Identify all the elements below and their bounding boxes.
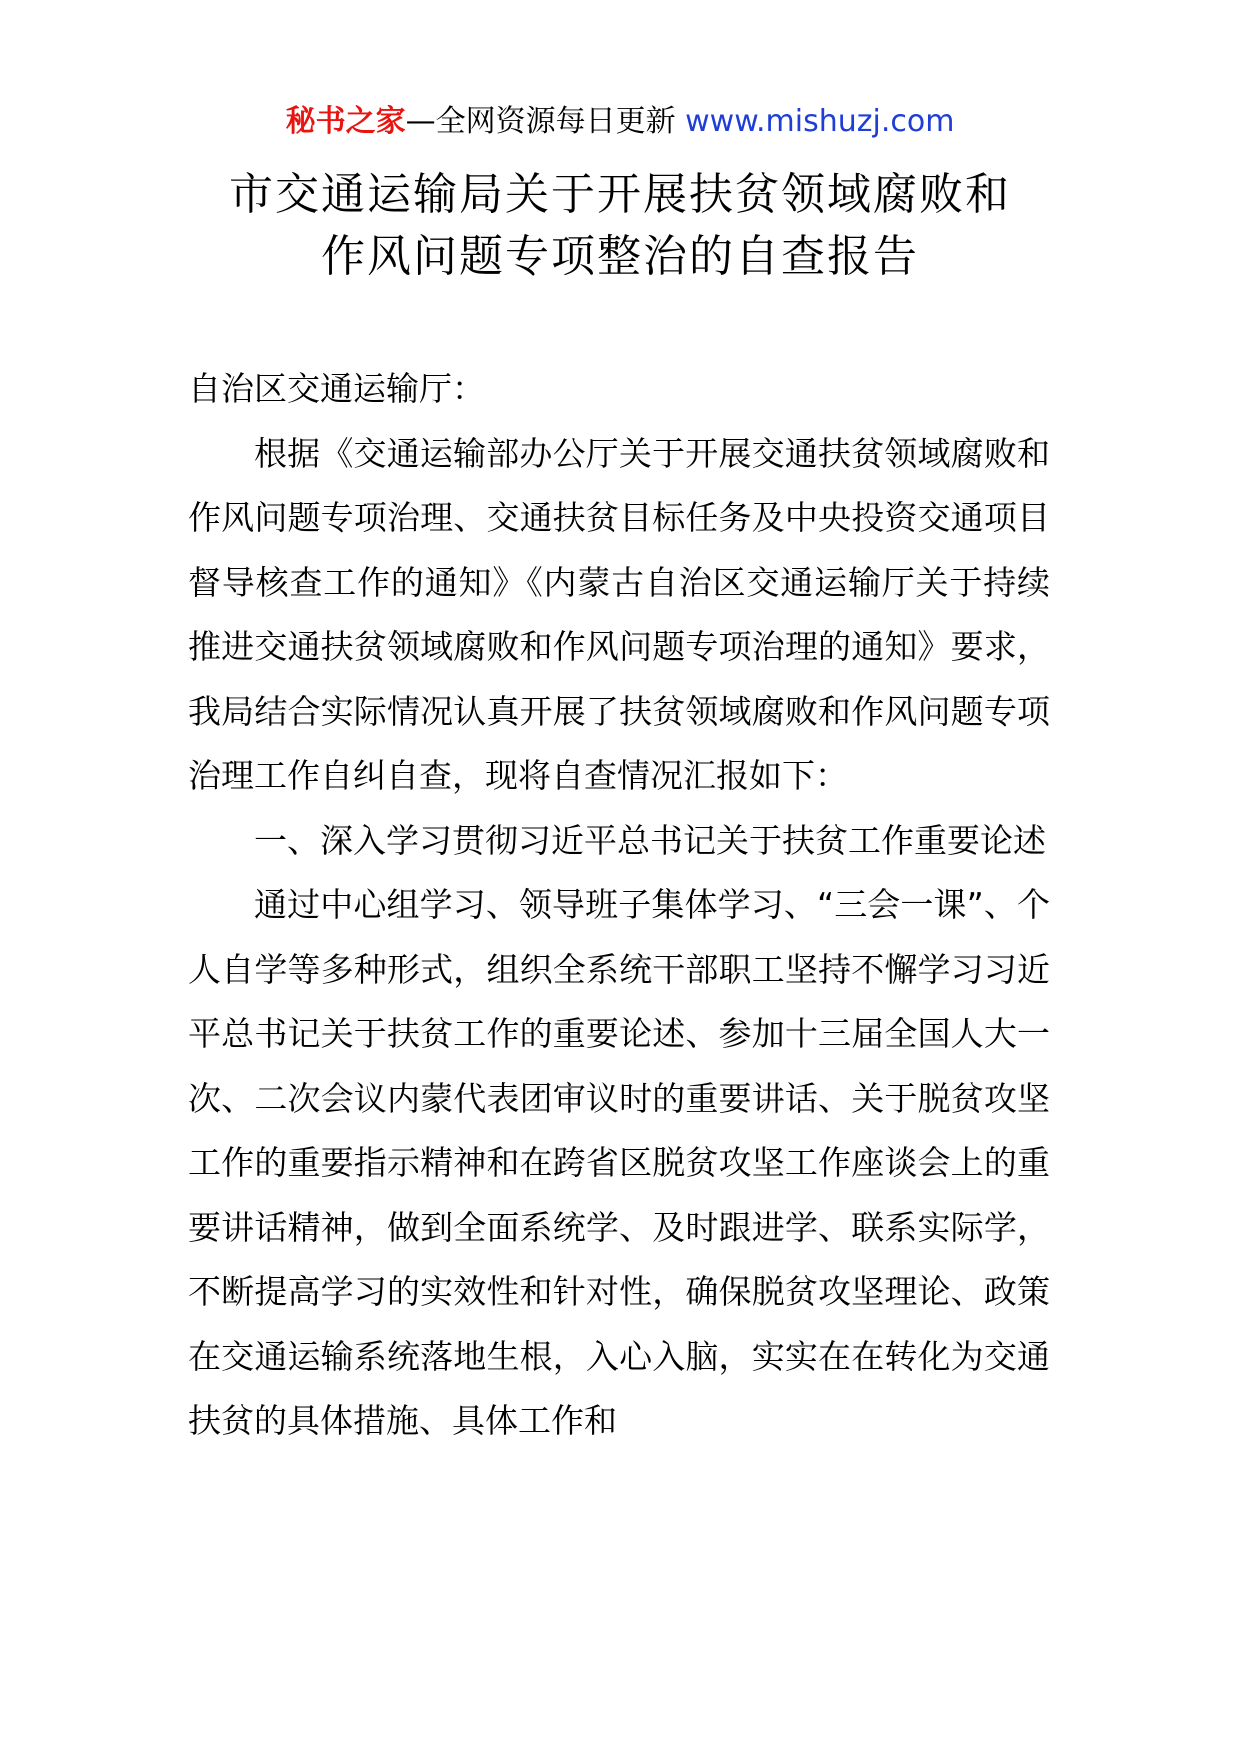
paragraph-study: 通过中心组学习、领导班子集体学习、“三会一课”、个人自学等多种形式，组织全系统干部职工坚持不懈学习习近平总书记关于扶贫工作的重要论述、参加十三届全国人大一次、二次会议内蒙代表团审议时的重要讲话、关于脱贫攻坚工作的重要指示精神和在跨省区脱贫攻坚工作座谈会上的重要讲话精神，做到全面系统学、及时跟进学、联系实际学，不断提高学习的实效性和针对性，确保脱贫攻坚理论、政策在交通运输系统落地生根，入心入脑，实实在在转化为交通扶贫的具体措施、具体工作和 [188,885,1050,1440]
title-line-2: 作风问题专项整治的自查报告 [321,231,919,282]
document-title [0,164,1240,288]
section-heading-1: 一、深入学习贯彻习近平总书记关于扶贫工作重要论述 [254,820,1046,860]
paragraph-intro: 根据《交通运输部办公厅关于开展交通扶贫领域腐败和作风问题专项治理、交通扶贫目标任务及中央投资交通项目督导核查工作的通知》《内蒙古自治区交通运输厅关于持续推进交通扶贫领域腐败和作风问题专项治理的通知》要求，我局结合实际情况认真开展了扶贫领域腐败和作风问题专项治理工作自纠自查，现将自查情况汇报如下： [188,433,1050,795]
watermark-tagline: —全网资源每日更新 [405,104,676,139]
document-body [188,357,1050,1454]
title-line-1: 市交通运输局关于开展扶贫领域腐败和 [229,169,1011,220]
salutation: 自治区交通运输厅： [188,369,485,408]
watermark-url[interactable]: www.mishuzj.com [685,104,955,139]
watermark-header [0,102,1240,142]
watermark-brand: 秘书之家 [285,104,406,139]
